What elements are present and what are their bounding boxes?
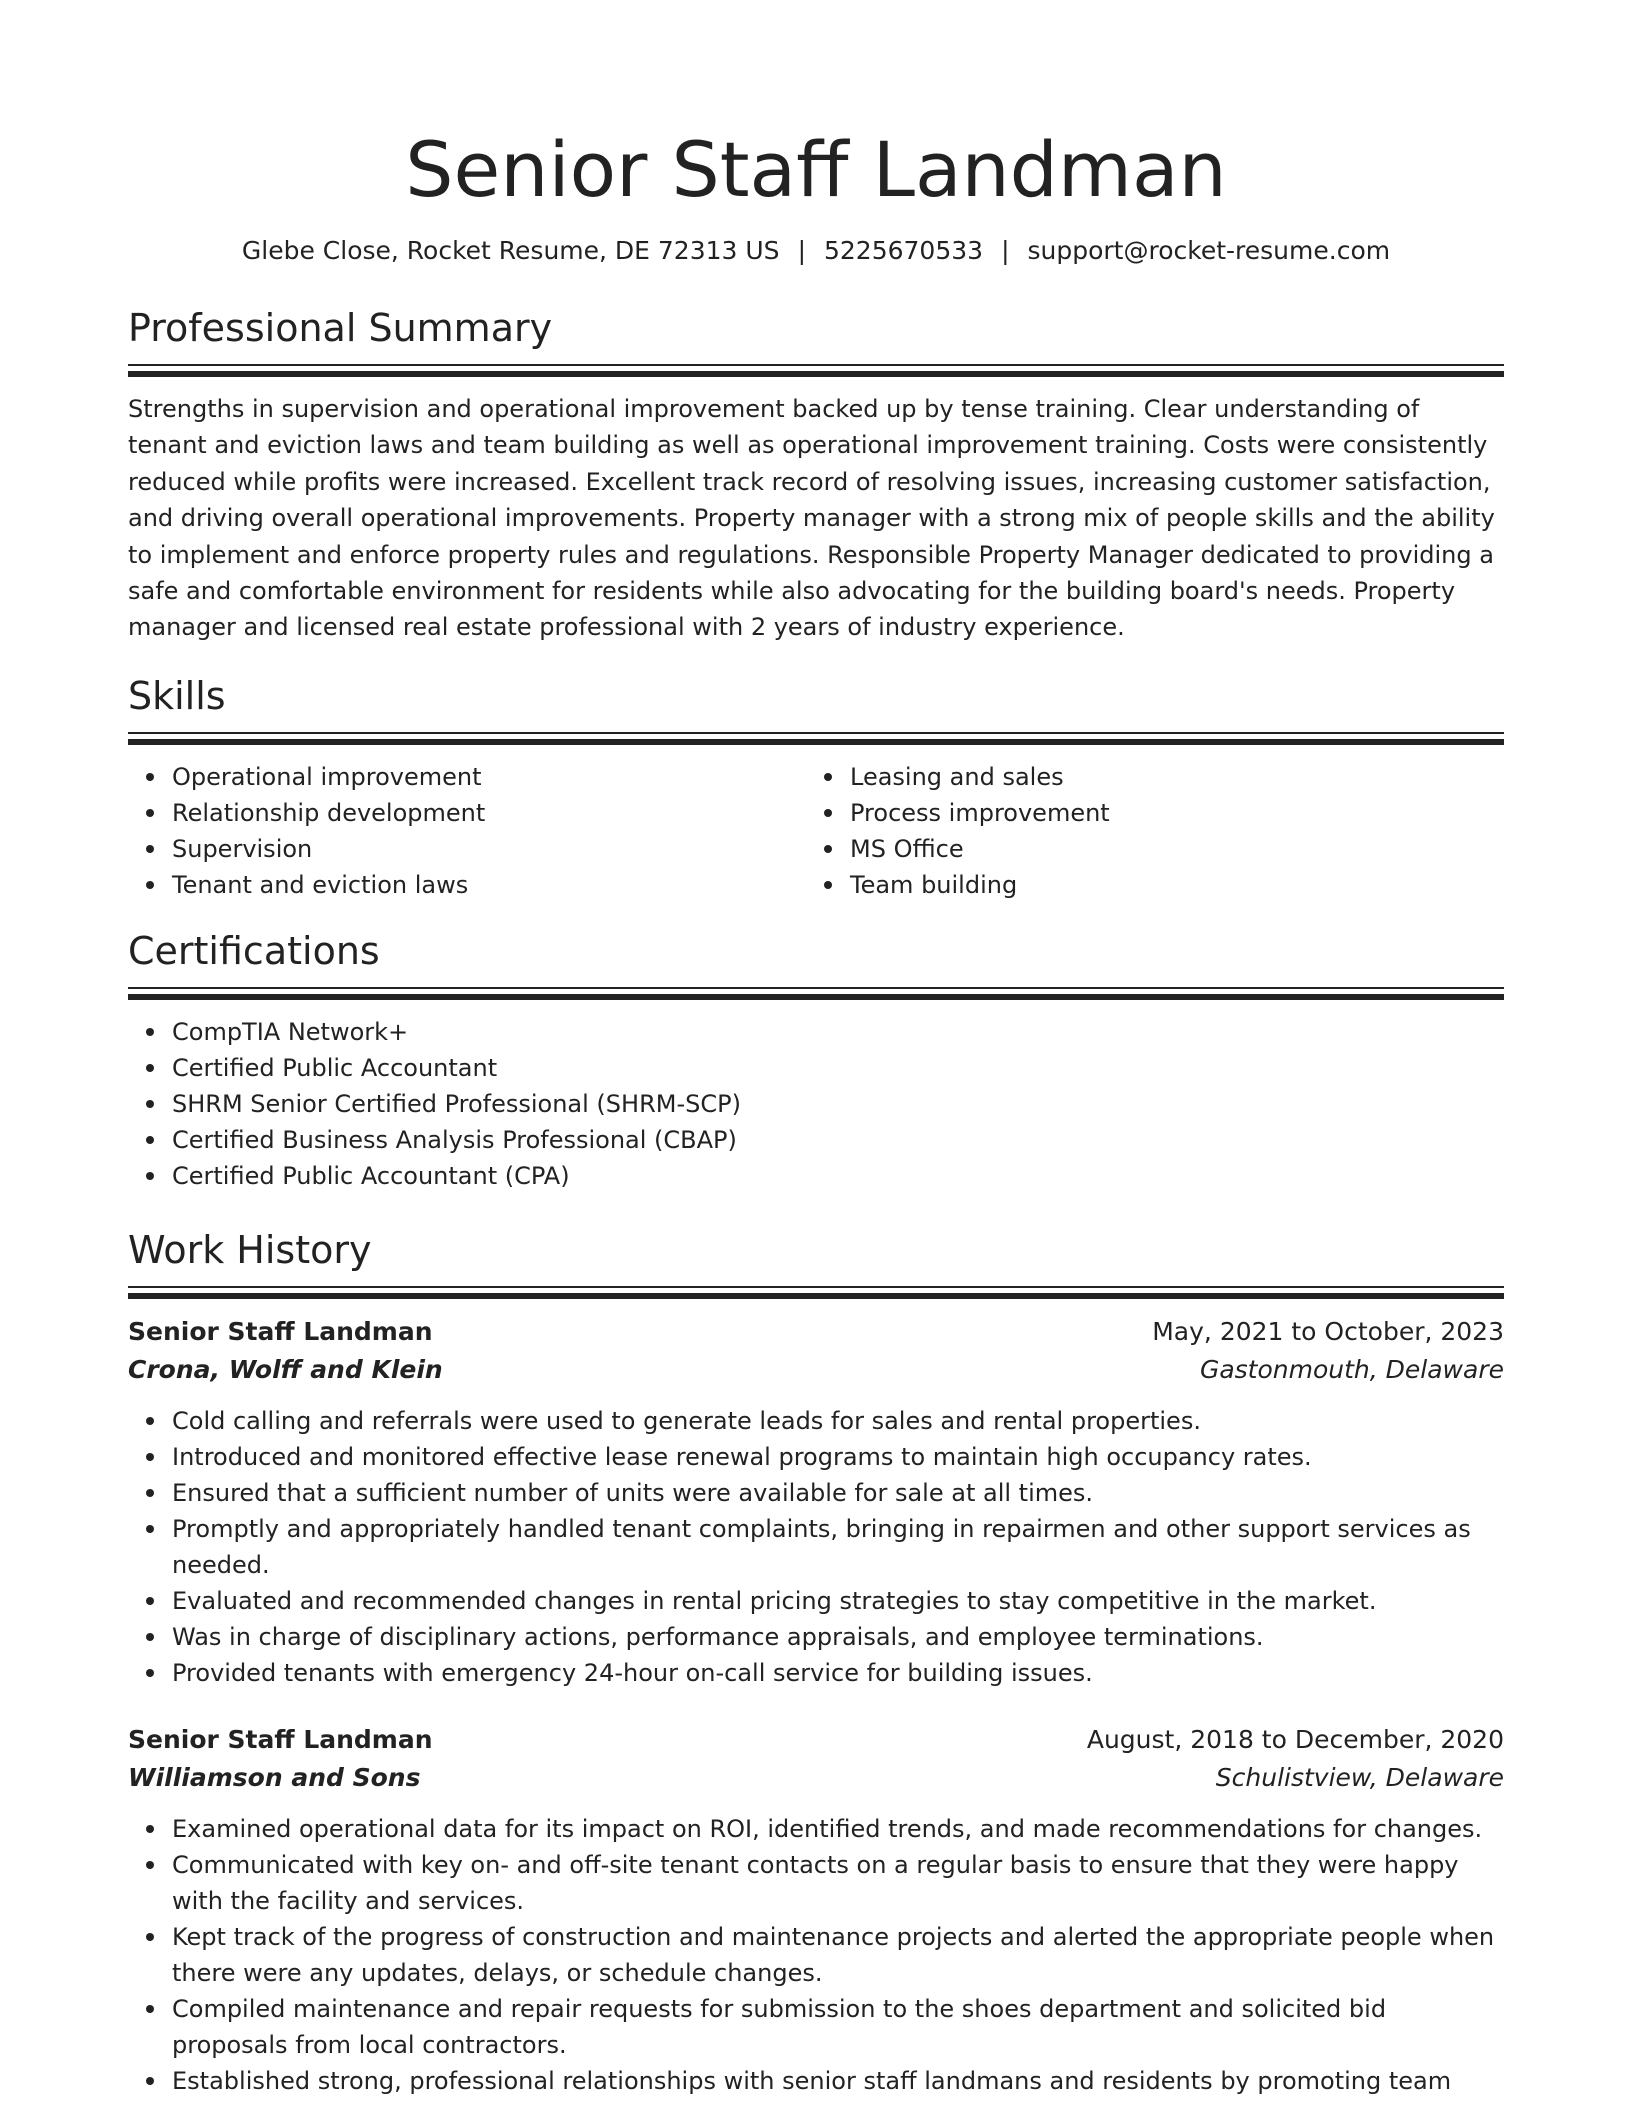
job-header (128, 1721, 1504, 1759)
job-subheader (128, 1351, 1504, 1389)
skills-list-right (806, 759, 1484, 903)
job-bullet: Ensured that a sufficient number of units were available for sale at all times. (172, 1475, 1504, 1511)
certification-item: Certified Business Analysis Professional (CBAP) (172, 1122, 1504, 1158)
contact-separator: | (797, 236, 806, 265)
contact-email: support@rocket-resume.com (1027, 236, 1391, 265)
summary-section (128, 304, 1504, 646)
job-bullet: Promptly and appropriately handled tenant complaints, bringing in repairmen and other support services as needed. (172, 1511, 1504, 1583)
job-entry (128, 1313, 1504, 1691)
job-bullet: Introduced and monitored effective lease renewal programs to maintain high occupancy rates. (172, 1439, 1504, 1475)
contact-address: Glebe Close, Rocket Resume, DE 72313 US (241, 236, 780, 265)
skill-item: Process improvement (850, 795, 1484, 831)
skill-item: Relationship development (172, 795, 806, 831)
certification-item: Certified Public Accountant (CPA) (172, 1158, 1504, 1194)
job-bullet: Cold calling and referrals were used to generate leads for sales and rental properties. (172, 1403, 1504, 1439)
certification-item: SHRM Senior Certified Professional (SHRM-SCP) (172, 1086, 1504, 1122)
section-title-summary: Professional Summary (128, 306, 553, 350)
job-company: Crona, Wolff and Klein (128, 1354, 443, 1384)
section-divider (128, 987, 1504, 1000)
skill-item: Operational improvement (172, 759, 806, 795)
skills-column-right (806, 759, 1484, 903)
job-entry (128, 1721, 1504, 2099)
skills-column-left (128, 759, 806, 903)
job-bullet: Examined operational data for its impact on ROI, identified trends, and made recommendations for changes. (172, 1811, 1504, 1847)
section-title-skills: Skills (128, 673, 226, 718)
job-bullet: Was in charge of disciplinary actions, performance appraisals, and employee terminations. (172, 1619, 1504, 1655)
job-header (128, 1313, 1504, 1351)
skill-item: Tenant and eviction laws (172, 867, 806, 903)
certification-item: CompTIA Network+ (172, 1014, 1504, 1050)
summary-text: Strengths in supervision and operational improvement backed up by tense training. Clear understanding of tenant and eviction laws and team building as well as operational improvement training. Costs were consistently reduced while profits were increased. Excellent track record of resolving issues, increasing customer satisfaction, and driving overall operational improvements. Property manager with a strong mix of people skills and the ability to implement and enforce property rules and regulations. Responsible Property Manager dedicated to providing a safe and comfortable environment for residents while also advocating for the building board's needs. Property manager and licensed real estate professional with 2 years of industry experience. (128, 395, 1495, 642)
job-dates: May, 2021 to October, 2023 (1152, 1316, 1504, 1346)
job-bullet: Evaluated and recommended changes in rental pricing strategies to stay competitive in the market. (172, 1583, 1504, 1619)
section-divider (128, 732, 1504, 745)
contact-phone: 5225670533 (824, 236, 984, 265)
skill-item: Team building (850, 867, 1484, 903)
certifications-list (128, 1014, 1504, 1194)
job-location: Gastonmouth, Delaware (1199, 1354, 1504, 1384)
certification-item: Certified Public Accountant (172, 1050, 1504, 1086)
job-title: Senior Staff Landman (128, 1724, 433, 1754)
job-location: Schulistview, Delaware (1215, 1762, 1504, 1792)
job-bullets (128, 1403, 1504, 1691)
skills-section (128, 672, 1504, 903)
work-history-section (128, 1226, 1504, 2099)
job-bullet: Established strong, professional relationships with senior staff landmans and residents by promoting team (172, 2063, 1504, 2099)
job-company: Williamson and Sons (128, 1762, 421, 1792)
section-divider (128, 1286, 1504, 1299)
job-title: Senior Staff Landman (128, 1316, 433, 1346)
skills-grid (128, 759, 1504, 903)
skill-item: Supervision (172, 831, 806, 867)
section-title-certifications: Certifications (128, 928, 380, 973)
contact-line (128, 234, 1504, 268)
job-bullet: Kept track of the progress of construction and maintenance projects and alerted the appropriate people when there were any updates, delays, or schedule changes. (172, 1919, 1504, 1991)
skill-item: Leasing and sales (850, 759, 1484, 795)
section-title-work-history: Work History (128, 1227, 372, 1272)
job-bullet: Communicated with key on- and off-site tenant contacts on a regular basis to ensure that they were happy with the facility and services. (172, 1847, 1504, 1919)
job-subheader (128, 1759, 1504, 1797)
job-bullet: Provided tenants with emergency 24-hour on-call service for building issues. (172, 1655, 1504, 1691)
job-bullet: Compiled maintenance and repair requests for submission to the shoes department and solicited bid proposals from local contractors. (172, 1991, 1504, 2063)
resume-name: Senior Staff Landman (405, 125, 1227, 214)
resume-page (128, 0, 1504, 2099)
job-bullets (128, 1811, 1504, 2099)
job-dates: August, 2018 to December, 2020 (1086, 1724, 1504, 1754)
contact-separator: | (1001, 236, 1010, 265)
section-divider (128, 364, 1504, 377)
certifications-section (128, 927, 1504, 1194)
skills-list-left (128, 759, 806, 903)
skill-item: MS Office (850, 831, 1484, 867)
